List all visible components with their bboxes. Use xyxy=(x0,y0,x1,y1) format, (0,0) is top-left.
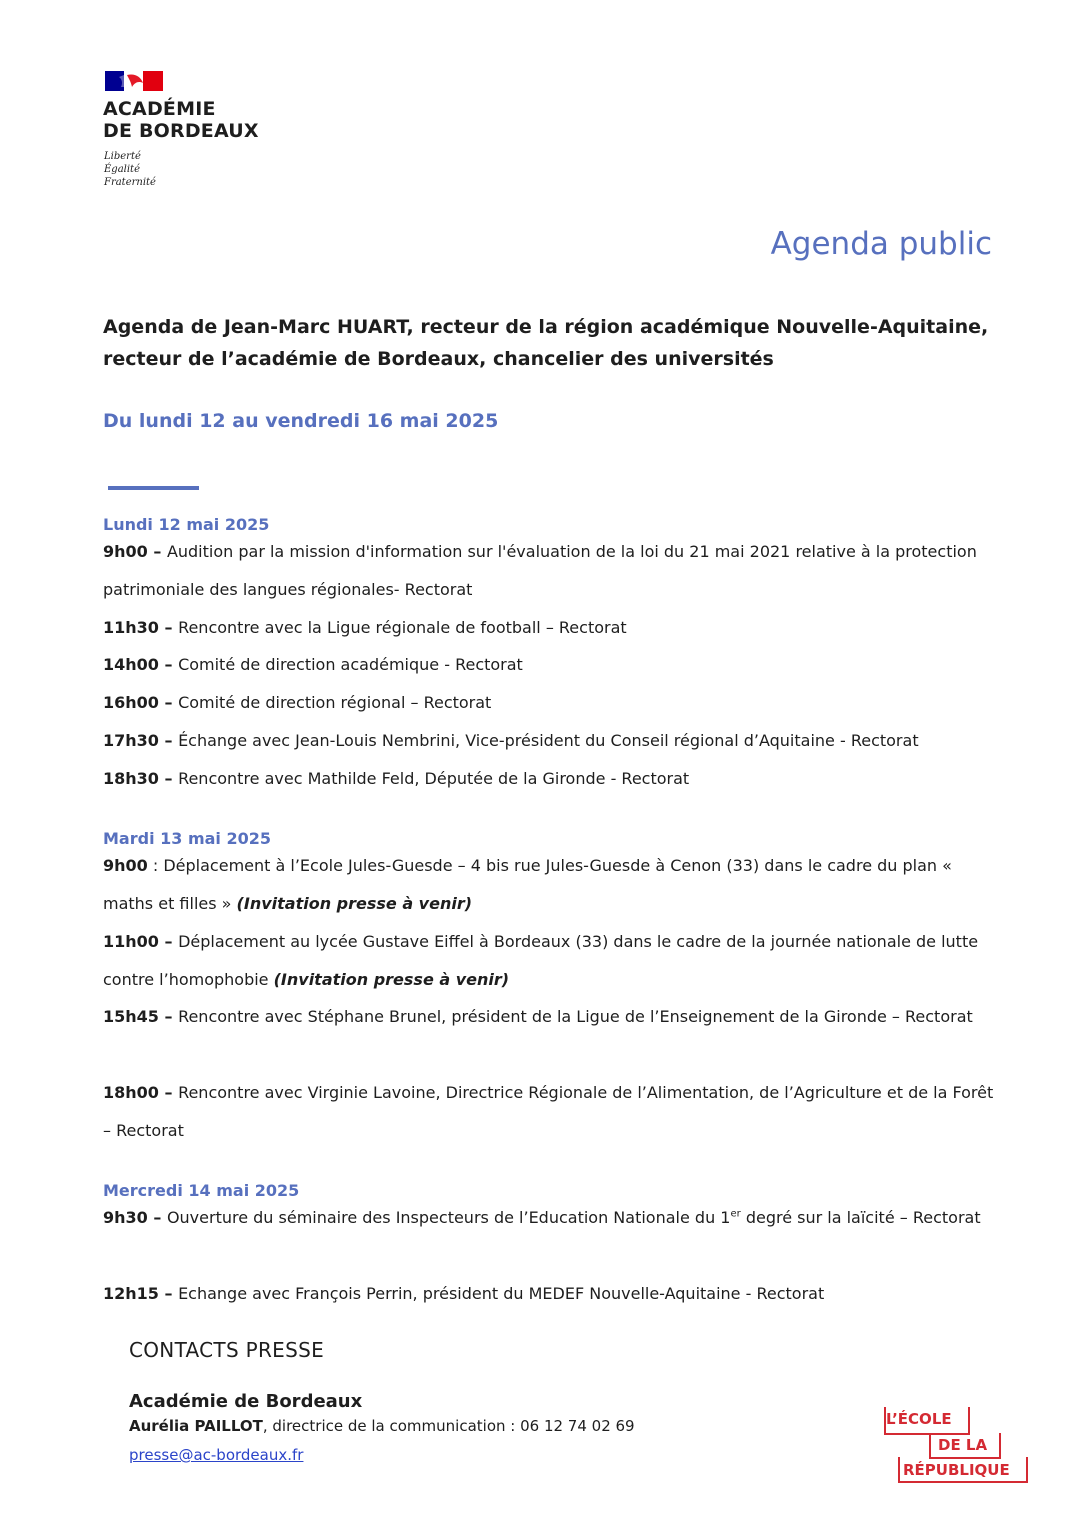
agenda-entry xyxy=(103,722,1003,760)
agenda-entry xyxy=(103,533,1003,609)
agenda-entry xyxy=(103,1199,1003,1237)
entry-time: 9h30 xyxy=(103,1208,148,1227)
entry-time: 12h15 xyxy=(103,1284,159,1303)
entry-text: Comité de direction régional – Rectorat xyxy=(178,693,492,712)
entry-text: Audition par la mission d'information sur l'évaluation de la loi du 21 mai 2021 relative à la protection patrimoniale des langues régionales- Rectorat xyxy=(103,542,977,599)
marianne-flag-logo xyxy=(105,71,163,91)
entry-separator: – xyxy=(158,618,179,637)
agenda-entry xyxy=(103,1074,1003,1150)
ecole-logo-line1: L’ÉCOLE xyxy=(886,1410,952,1428)
entry-text: Échange avec Jean-Louis Nembrini, Vice-président du Conseil régional d’Aquitaine - Rectorat xyxy=(178,731,919,750)
entry-time: 18h30 xyxy=(103,769,159,788)
entry-time: 11h30 xyxy=(103,618,159,637)
day-heading-lundi: Lundi 12 mai 2025 xyxy=(103,515,270,534)
agenda-entry xyxy=(103,998,1003,1036)
contacts-title: CONTACTS PRESSE xyxy=(129,1338,325,1362)
entry-time: 11h00 xyxy=(103,932,159,951)
entry-text: Déplacement à l’Ecole Jules-Guesde – 4 bis rue Jules-Guesde à Cenon (33) dans le cadre du plan « maths et filles » xyxy=(103,856,952,913)
entry-text: Comité de direction académique - Rectorat xyxy=(178,655,523,674)
ordinal-superscript: er xyxy=(730,1208,741,1220)
day-heading-mercredi: Mercredi 14 mai 2025 xyxy=(103,1181,300,1200)
contact-person-role: , directrice de la communication : 06 12 74 02 69 xyxy=(262,1417,635,1435)
entry-time: 9h00 xyxy=(103,856,148,875)
agenda-entry xyxy=(103,646,1003,684)
accent-divider xyxy=(108,486,199,490)
entry-text: Rencontre avec Stéphane Brunel, président de la Ligue de l’Enseignement de la Gironde – Rectorat xyxy=(178,1007,973,1026)
entry-separator: – xyxy=(158,769,179,788)
agenda-entry xyxy=(103,847,1003,923)
day-heading-mardi: Mardi 13 mai 2025 xyxy=(103,829,272,848)
agenda-subtitle: Agenda de Jean-Marc HUART, recteur de la région académique Nouvelle-Aquitaine, recteur de l’académie de Bordeaux, chancelier des universités xyxy=(103,316,989,370)
entry-separator: – xyxy=(158,932,179,951)
org-name-line2: DE BORDEAUX xyxy=(103,120,259,142)
entry-separator: – xyxy=(147,1208,167,1227)
agenda-entry xyxy=(103,609,1003,647)
motto-liberte: Liberté xyxy=(104,151,141,162)
entry-separator: : xyxy=(147,856,164,875)
entry-text: Ouverture du séminaire des Inspecteurs de l’Education Nationale du 1 xyxy=(166,1208,731,1227)
entry-separator: – xyxy=(158,693,179,712)
entry-time: 17h30 xyxy=(103,731,159,750)
entry-separator: – xyxy=(158,655,179,674)
contact-person-name: Aurélia PAILLOT xyxy=(129,1417,263,1435)
entry-text-continued: degré sur la laïcité – Rectorat xyxy=(740,1208,981,1227)
entry-text: Rencontre avec la Ligue régionale de football – Rectorat xyxy=(178,618,627,637)
org-name-line1: ACADÉMIE xyxy=(103,98,216,120)
agenda-entry xyxy=(103,1275,1003,1313)
entry-text: Déplacement au lycée Gustave Eiffel à Bordeaux (33) dans le cadre de la journée nationale de lutte contre l’homophobie xyxy=(103,932,979,989)
entry-separator: – xyxy=(158,1007,179,1026)
entry-separator: – xyxy=(158,1083,179,1102)
entry-time: 15h45 xyxy=(103,1007,159,1026)
entry-separator: – xyxy=(158,1284,179,1303)
press-invitation-note: (Invitation presse à venir) xyxy=(273,970,510,989)
entry-time: 9h00 xyxy=(103,542,148,561)
agenda-entry xyxy=(103,760,1003,798)
agenda-entry xyxy=(103,684,1003,722)
entry-separator: – xyxy=(158,731,179,750)
contact-organization: Académie de Bordeaux xyxy=(129,1391,363,1412)
motto-fraternite: Fraternité xyxy=(104,177,156,188)
entry-separator: – xyxy=(147,542,167,561)
motto-egalite: Égalité xyxy=(104,164,140,175)
entry-text: Rencontre avec Virginie Lavoine, Directrice Régionale de l’Alimentation, de l’Agriculture et de la Forêt – Rectorat xyxy=(103,1083,994,1140)
document-title: Agenda public xyxy=(770,226,992,262)
press-email-link[interactable]: presse@ac-bordeaux.fr xyxy=(129,1446,304,1464)
ecole-logo-line2: DE LA xyxy=(938,1436,988,1454)
ecole-logo-line3: RÉPUBLIQUE xyxy=(903,1461,1010,1479)
entry-time: 16h00 xyxy=(103,693,159,712)
entry-text: Echange avec François Perrin, président du MEDEF Nouvelle-Aquitaine - Rectorat xyxy=(178,1284,825,1303)
entry-time: 14h00 xyxy=(103,655,159,674)
contact-person xyxy=(129,1417,635,1435)
week-range: Du lundi 12 au vendredi 16 mai 2025 xyxy=(103,410,499,432)
entry-text: Rencontre avec Mathilde Feld, Députée de la Gironde - Rectorat xyxy=(178,769,690,788)
entry-time: 18h00 xyxy=(103,1083,159,1102)
agenda-entry xyxy=(103,923,1003,999)
press-invitation-note: (Invitation presse à venir) xyxy=(236,894,473,913)
